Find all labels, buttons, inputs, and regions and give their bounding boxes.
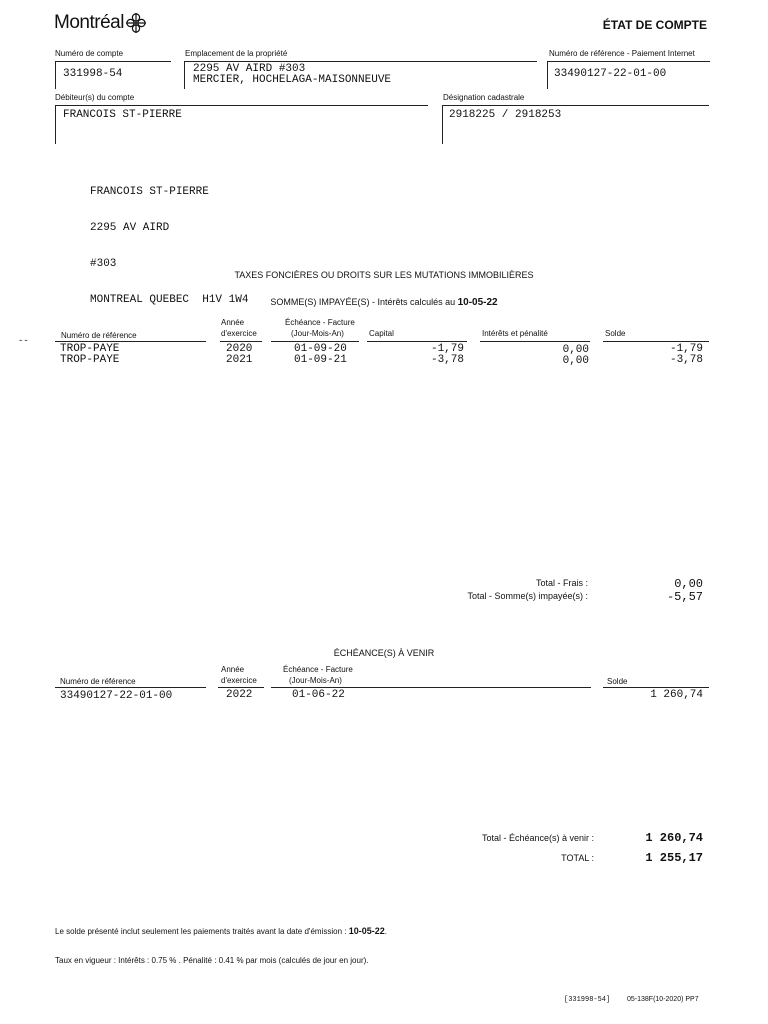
s2-rule-year bbox=[218, 687, 264, 688]
total-fees-value: 0,00 bbox=[674, 577, 703, 591]
s1-row2-capital: -3,78 bbox=[430, 354, 464, 366]
section2-title: ÉCHÉANCE(S) À VENIR bbox=[333, 648, 435, 658]
s1-rule-ref bbox=[55, 341, 206, 342]
s1-row1-interest: 0,00 bbox=[562, 344, 589, 356]
s1-row2-due: 01-09-21 bbox=[294, 354, 347, 366]
s2-rule-ref bbox=[55, 687, 206, 688]
note-rates: Taux en vigueur : Intérêts : 0.75 % . Pénalité : 0.41 % par mois (calculés de jour en jour). bbox=[55, 956, 369, 965]
account-box bbox=[55, 61, 171, 89]
montreal-logo bbox=[54, 12, 147, 34]
grand-total-label: TOTAL : bbox=[561, 853, 594, 863]
internet-ref-label: Numéro de référence - Paiement Internet bbox=[549, 49, 695, 58]
total-upcoming-value: 1 260,74 bbox=[645, 831, 703, 845]
s1-rule-year bbox=[220, 341, 262, 342]
s2-header-ref: Numéro de référence bbox=[60, 677, 136, 686]
s1-rule-interest bbox=[480, 341, 590, 342]
debtor-label: Débiteur(s) du compte bbox=[55, 93, 135, 102]
s2-row1-ref: 33490127-22-01-00 bbox=[60, 690, 173, 702]
s1-row1-balance: -1,79 bbox=[669, 343, 703, 355]
document-title: ÉTAT DE COMPTE bbox=[602, 18, 707, 32]
s1-header-ref: Numéro de référence bbox=[61, 331, 137, 340]
total-fees-label: Total - Frais : bbox=[535, 578, 588, 588]
rosette-icon bbox=[125, 12, 147, 34]
s1-rule-capital bbox=[367, 341, 467, 342]
cadastral-designation: 2918225 / 2918253 bbox=[449, 109, 562, 121]
account-label: Numéro de compte bbox=[55, 49, 124, 58]
cadastral-box bbox=[442, 105, 709, 144]
s1-row1-ref: TROP-PAYE bbox=[60, 343, 120, 355]
s1-row2-interest: 0,00 bbox=[562, 355, 589, 367]
issue-date: 10-05-22 bbox=[348, 926, 385, 936]
note-payments-text: Le solde présenté inclut seulement les paiements traités avant la date d'émission : bbox=[55, 927, 349, 936]
s1-row1-capital: -1,79 bbox=[430, 343, 464, 355]
s1-row2-year: 2021 bbox=[226, 354, 253, 366]
address-line-3: #303 bbox=[90, 258, 117, 270]
internet-ref-box bbox=[547, 61, 710, 89]
s2-header-year-1: Année bbox=[221, 665, 245, 674]
section1-subtitle bbox=[0, 297, 768, 308]
s1-row1-year: 2020 bbox=[226, 343, 253, 355]
s2-row1-year: 2022 bbox=[226, 689, 253, 701]
s2-header-due-2: (Jour-Mois-An) bbox=[289, 676, 342, 685]
debtor-box bbox=[55, 105, 428, 144]
s2-header-year-2: d'exercice bbox=[221, 676, 257, 685]
total-upcoming-label: Total - Échéance(s) à venir : bbox=[481, 833, 594, 843]
property-line-1: 2295 AV AIRD #303 bbox=[193, 63, 306, 75]
property-line-2: MERCIER, HOCHELAGA-MAISONNEUVE bbox=[193, 74, 392, 86]
mailing-address bbox=[90, 162, 248, 318]
interest-calc-date: 10-05-22 bbox=[457, 297, 498, 308]
s1-row1-due: 01-09-20 bbox=[294, 343, 347, 355]
s2-row1-due: 01-06-22 bbox=[292, 689, 345, 701]
s1-header-due-2: (Jour-Mois-An) bbox=[291, 329, 344, 338]
address-line-2: 2295 AV AIRD bbox=[90, 222, 170, 234]
property-label: Emplacement de la propriété bbox=[185, 49, 288, 58]
s1-rule-balance bbox=[603, 341, 709, 342]
s1-header-year-1: Année bbox=[221, 318, 245, 327]
s1-header-due-1: Échéance - Facture bbox=[285, 318, 355, 327]
s2-header-due-1: Échéance - Facture bbox=[283, 665, 353, 674]
s1-row2-ref: TROP-PAYE bbox=[60, 354, 120, 366]
section1-subtitle-text: SOMME(S) IMPAYÉE(S) - Intérêts calculés au bbox=[270, 297, 458, 307]
property-box bbox=[184, 61, 537, 89]
address-line-1: FRANCOIS ST-PIERRE bbox=[90, 186, 209, 198]
s1-row2-balance: -3,78 bbox=[669, 354, 703, 366]
total-unpaid-value: -5,57 bbox=[666, 590, 703, 604]
margin-mark: -- bbox=[18, 336, 29, 346]
s1-header-balance: Solde bbox=[605, 329, 626, 338]
s1-header-year-2: d'exercice bbox=[221, 329, 257, 338]
footer-form-code: 05-138F(10-2020) PP7 bbox=[627, 996, 699, 1003]
section1-title: TAXES FONCIÈRES OU DROITS SUR LES MUTATIONS IMMOBILIÈRES bbox=[234, 270, 534, 280]
s1-header-capital: Capital bbox=[369, 329, 394, 338]
s1-rule-due bbox=[271, 341, 359, 342]
note-payments bbox=[55, 926, 387, 936]
logo-text: Montréal bbox=[54, 12, 124, 33]
address-line-4: MONTREAL QUEBEC H1V 1W4 bbox=[90, 294, 249, 306]
s2-header-balance: Solde bbox=[607, 677, 628, 686]
s1-header-interest: Intérêts et pénalité bbox=[482, 329, 548, 338]
grand-total-value: 1 255,17 bbox=[645, 851, 703, 865]
account-number: 331998-54 bbox=[63, 68, 123, 80]
total-unpaid-label: Total - Somme(s) impayée(s) : bbox=[467, 591, 588, 601]
internet-ref-number: 33490127-22-01-00 bbox=[554, 68, 667, 80]
s2-rule-due bbox=[271, 687, 591, 688]
debtor-name: FRANCOIS ST-PIERRE bbox=[63, 109, 182, 121]
footer-account-code: [331998-54] bbox=[564, 996, 611, 1004]
s2-row1-balance: 1 260,74 bbox=[650, 689, 703, 701]
note-payments-period: . bbox=[384, 927, 387, 936]
cadastral-label: Désignation cadastrale bbox=[443, 93, 525, 102]
s2-rule-balance bbox=[603, 687, 709, 688]
